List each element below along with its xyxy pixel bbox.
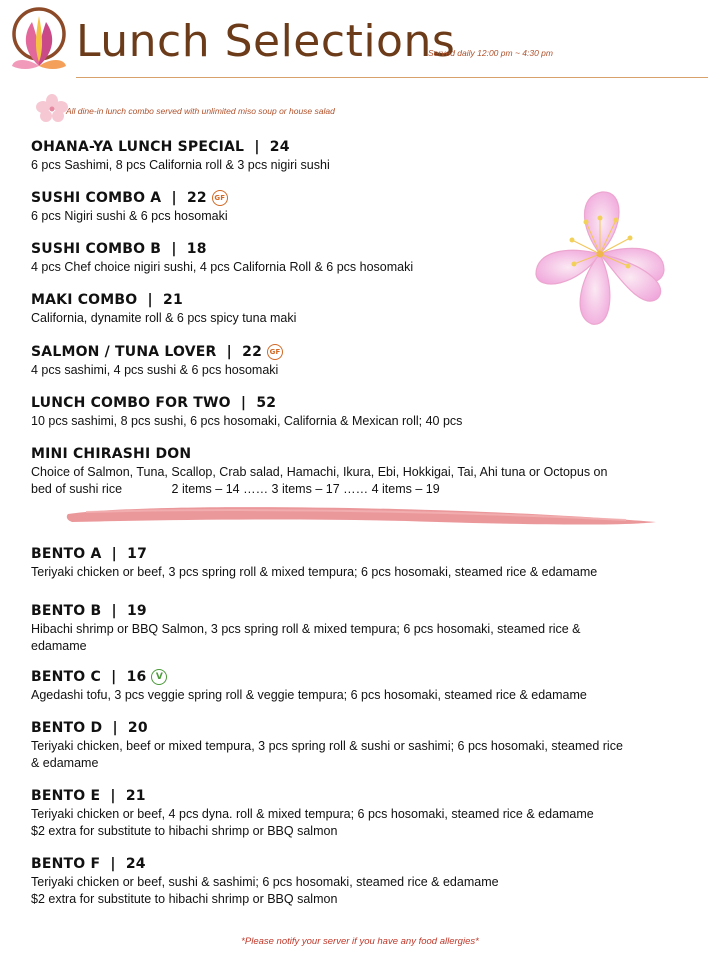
menu-item bbox=[31, 602, 711, 654]
item-name: MINI CHIRASHI DON bbox=[31, 446, 192, 462]
item-description-continued: & edamame bbox=[31, 756, 99, 770]
item-name: BENTO E bbox=[31, 788, 101, 804]
gluten-free-icon: GF bbox=[212, 190, 228, 206]
menu-item bbox=[31, 343, 711, 378]
menu-item bbox=[31, 668, 711, 703]
item-description-continued: $2 extra for substitute to hibachi shrimp or BBQ salmon bbox=[31, 892, 338, 906]
item-description: 4 pcs Chef choice nigiri sushi, 4 pcs California Roll & 6 pcs hosomaki bbox=[31, 260, 414, 274]
item-name: OHANA-YA LUNCH SPECIAL bbox=[31, 139, 245, 155]
menu-item bbox=[31, 394, 711, 429]
item-price: 21 bbox=[125, 788, 146, 804]
item-title: OHANA-YA LUNCH SPECIAL | 24 bbox=[31, 139, 290, 155]
item-description-continued: $2 extra for substitute to hibachi shrimp or BBQ salmon bbox=[31, 824, 338, 838]
item-description-line: bed of sushi rice bbox=[31, 482, 123, 496]
item-price: 22 bbox=[242, 344, 263, 360]
menu-item bbox=[31, 545, 711, 580]
menu-item bbox=[31, 787, 711, 839]
lotus-logo-icon bbox=[10, 6, 68, 72]
item-description-continued bbox=[31, 481, 711, 497]
item-title: BENTO A | 17 bbox=[31, 546, 148, 562]
brush-stroke-divider bbox=[66, 500, 658, 536]
item-price: 16 bbox=[126, 669, 147, 685]
item-name: SALMON / TUNA LOVER bbox=[31, 344, 217, 360]
item-name: MAKI COMBO bbox=[31, 292, 138, 308]
item-name: SUSHI COMBO A bbox=[31, 190, 162, 206]
menu-item bbox=[31, 445, 711, 497]
gluten-free-icon: GF bbox=[267, 344, 283, 360]
item-description: Hibachi shrimp or BBQ Salmon, 3 pcs spring roll & mixed tempura; 6 pcs hosomaki, steamed rice & bbox=[31, 622, 581, 636]
cherry-blossom-icon bbox=[36, 94, 68, 122]
item-price: 20 bbox=[127, 720, 148, 736]
item-title: LUNCH COMBO FOR TWO | 52 bbox=[31, 395, 277, 411]
item-title: MAKI COMBO | 21 bbox=[31, 292, 183, 308]
item-name: BENTO F bbox=[31, 856, 101, 872]
item-description: Teriyaki chicken, beef or mixed tempura, 3 pcs spring roll & sushi or sashimi; 6 pcs hosomaki, steamed rice bbox=[31, 739, 623, 753]
item-description: 6 pcs Sashimi, 8 pcs California roll & 3 pcs nigiri sushi bbox=[31, 158, 330, 172]
item-price: 52 bbox=[256, 395, 277, 411]
item-description: Teriyaki chicken or beef, sushi & sashimi; 6 pcs hosomaki, steamed rice & edamame bbox=[31, 875, 499, 889]
item-name: BENTO C bbox=[31, 669, 101, 685]
item-description-continued: edamame bbox=[31, 639, 87, 653]
item-description: 10 pcs sashimi, 8 pcs sushi, 6 pcs hosomaki, California & Mexican roll; 40 pcs bbox=[31, 414, 463, 428]
menu-item bbox=[31, 240, 711, 275]
item-description: Choice of Salmon, Tuna, Scallop, Crab salad, Hamachi, Ikura, Ebi, Hokkigai, Tai, Ahi tuna or Octopus on bbox=[31, 465, 608, 479]
vegetarian-icon: V bbox=[151, 669, 167, 685]
item-title: BENTO D | 20 bbox=[31, 720, 148, 736]
item-title: SALMON / TUNA LOVER | 22 GF bbox=[31, 343, 711, 361]
item-name: BENTO B bbox=[31, 603, 102, 619]
item-price: 17 bbox=[127, 546, 148, 562]
item-description: California, dynamite roll & 6 pcs spicy tuna maki bbox=[31, 311, 297, 325]
item-price: 19 bbox=[126, 603, 147, 619]
header-divider bbox=[76, 77, 708, 78]
served-hours: Served daily 12:00 pm ~ 4:30 pm bbox=[428, 48, 553, 58]
item-name: LUNCH COMBO FOR TWO bbox=[31, 395, 231, 411]
allergy-notice: *Please notify your server if you have any food allergies* bbox=[241, 936, 479, 947]
item-description: Teriyaki chicken or beef, 4 pcs dyna. roll & mixed tempura; 6 pcs hosomaki, steamed rice & edamame bbox=[31, 807, 594, 821]
item-price: 21 bbox=[163, 292, 183, 308]
item-title: SUSHI COMBO B | 18 bbox=[31, 241, 207, 257]
menu-item bbox=[31, 855, 711, 907]
item-name: BENTO D bbox=[31, 720, 103, 736]
item-name: BENTO A bbox=[31, 546, 102, 562]
item-description: Agedashi tofu, 3 pcs veggie spring roll & veggie tempura; 6 pcs hosomaki, steamed rice & edamame bbox=[31, 688, 587, 702]
item-pricing-tiers: 2 items – 14 …… 3 items – 17 …… 4 items – 19 bbox=[171, 482, 440, 496]
item-price: 18 bbox=[186, 241, 207, 257]
item-description: 4 pcs sashimi, 4 pcs sushi & 6 pcs hosomaki bbox=[31, 363, 279, 377]
item-title: BENTO C | 16 V bbox=[31, 668, 711, 686]
page-title: Lunch Selections bbox=[76, 16, 456, 67]
item-title: BENTO F | 24 bbox=[31, 856, 146, 872]
item-title: BENTO E | 21 bbox=[31, 788, 146, 804]
item-price: 22 bbox=[186, 190, 207, 206]
item-description: 6 pcs Nigiri sushi & 6 pcs hosomaki bbox=[31, 209, 228, 223]
combo-note: All dine-in lunch combo served with unlimited miso soup or house salad bbox=[66, 106, 335, 116]
item-description: Teriyaki chicken or beef, 3 pcs spring roll & mixed tempura; 6 pcs hosomaki, steamed rice & edamame bbox=[31, 565, 598, 579]
item-name: SUSHI COMBO B bbox=[31, 241, 162, 257]
item-price: 24 bbox=[269, 139, 290, 155]
item-title: SUSHI COMBO A | 22 GF bbox=[31, 189, 711, 207]
item-price: 24 bbox=[125, 856, 146, 872]
item-title bbox=[31, 445, 711, 463]
menu-item bbox=[31, 189, 711, 224]
menu-item bbox=[31, 138, 711, 173]
menu-item bbox=[31, 291, 711, 326]
menu-item bbox=[31, 719, 711, 771]
item-title: BENTO B | 19 bbox=[31, 603, 147, 619]
